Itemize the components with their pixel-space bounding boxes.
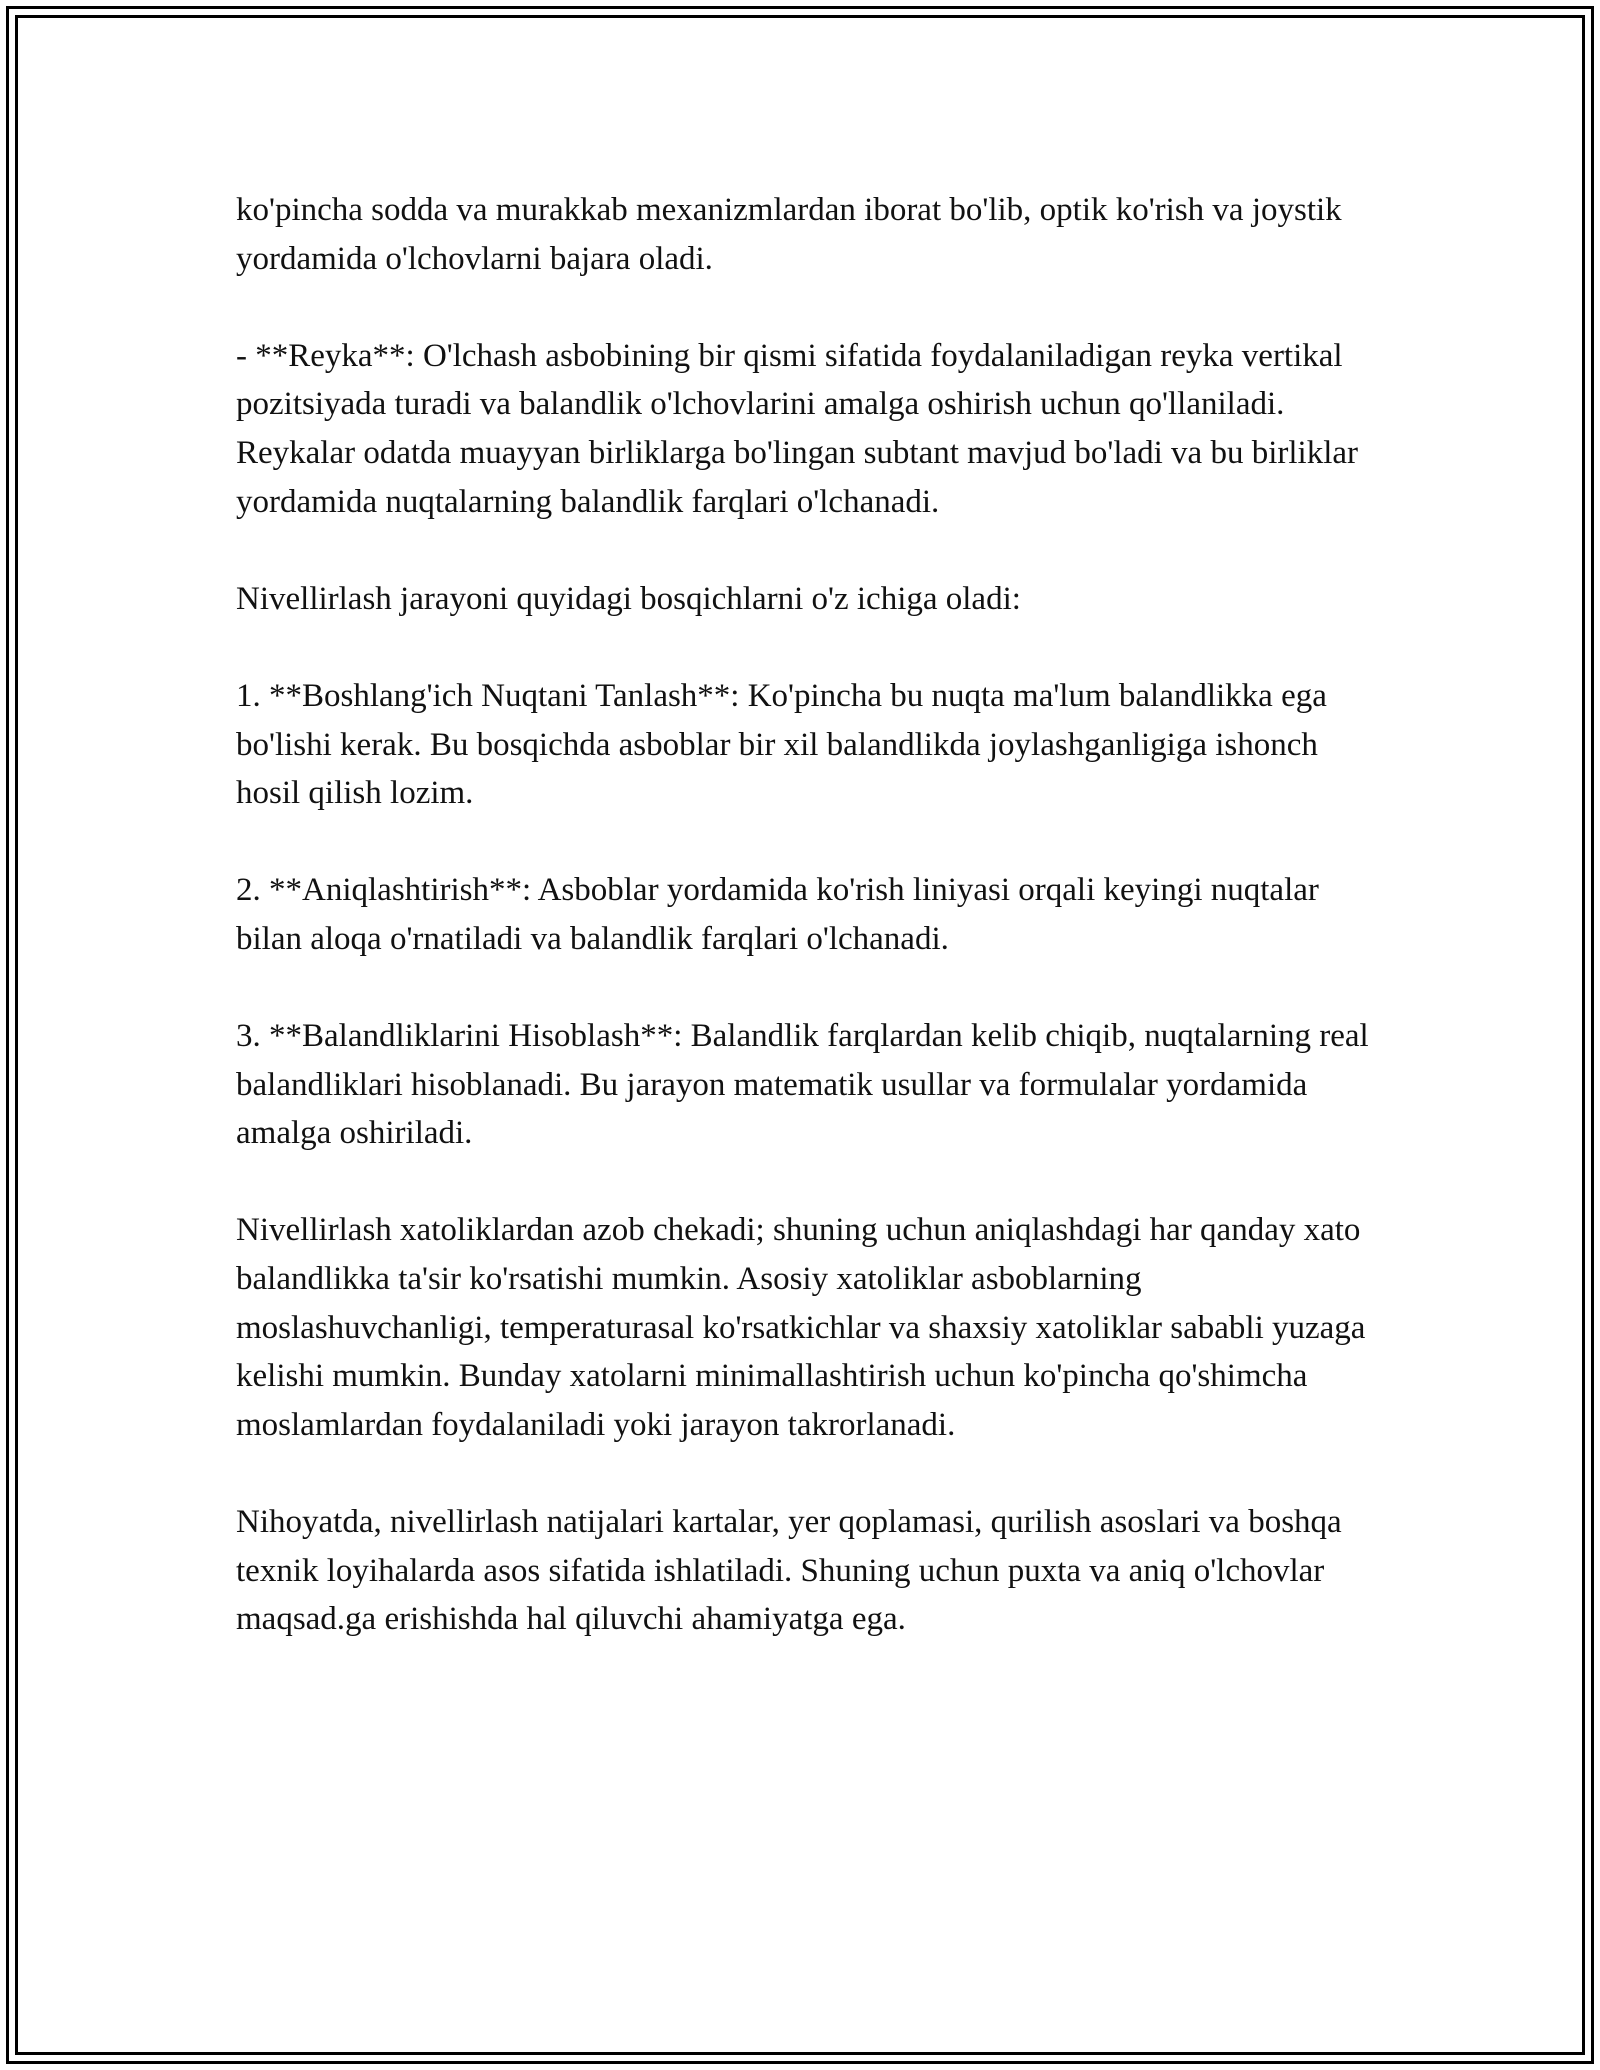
paragraph-instrument-intro: ko'pincha sodda va murakkab mexanizmlardan iborat bo'lib, optik ko'rish va joystik yordamida o'lchovlarni bajara oladi. xyxy=(236,192,1342,277)
paragraph-errors: Nivellirlash xatoliklardan azob chekadi; shuning uchun aniqlashdagi har qanday xato balandlikka ta'sir ko'rsatishi mumkin. Asosiy xatoliklar asboblarning moslashuvchanligi, temperaturasal ko'rsatkichlar va shaxsiy xatoliklar sababli yuzaga kelishi mumkin. Bunday xatolarni minimallashtirish uchun ko'pincha qo'shimcha moslamlardan foydalaniladi yoki jarayon takrorlanadi. xyxy=(236,1212,1366,1443)
paragraph-reyka: - **Reyka**: O'lchash asbobining bir qismi sifatida foydalaniladigan reyka vertikal pozitsiyada turadi va balandlik o'lchovlarini amalga oshirish uchun qo'llaniladi. Reykalar odatda muayyan birliklarga bo'lingan subtant mavjud bo'ladi va bu birliklar yordamida nuqtalarning balandlik farqlari o'lchanadi. xyxy=(236,337,1358,520)
paragraph-process-intro: Nivellirlash jarayoni quyidagi bosqichlarni o'z ichiga oladi: xyxy=(236,580,1021,617)
paragraph-conclusion: Nihoyatda, nivellirlash natijalari kartalar, yer qoplamasi, qurilish asoslari va boshqa texnik loyihalarda asos sifatida ishlatiladi. Shuning uchun puxta va aniq o'lchovlar maqsad.ga erishishda hal qiluvchi ahamiyatga ega. xyxy=(236,1504,1342,1638)
paragraph-step-1: 1. **Boshlang'ich Nuqtani Tanlash**: Ko'pincha bu nuqta ma'lum balandlikka ega bo'lishi kerak. Bu bosqichda asboblar bir xil balandlikda joylashganligiga ishonch hosil qilish lozim. xyxy=(236,677,1327,812)
paragraph-step-2: 2. **Aniqlashtirish**: Asboblar yordamida ko'rish liniyasi orqali keyingi nuqtalar bilan aloqa o'rnatiladi va balandlik farqlari o'lchanadi. xyxy=(236,872,1319,957)
document-body xyxy=(236,186,1376,1692)
paragraph-step-3: 3. **Balandliklarini Hisoblash**: Balandlik farqlardan kelib chiqib, nuqtalarning real balandliklari hisoblanadi. Bu jarayon matematik usullar va formulalar yordamida amalga oshiriladi. xyxy=(236,1018,1369,1152)
